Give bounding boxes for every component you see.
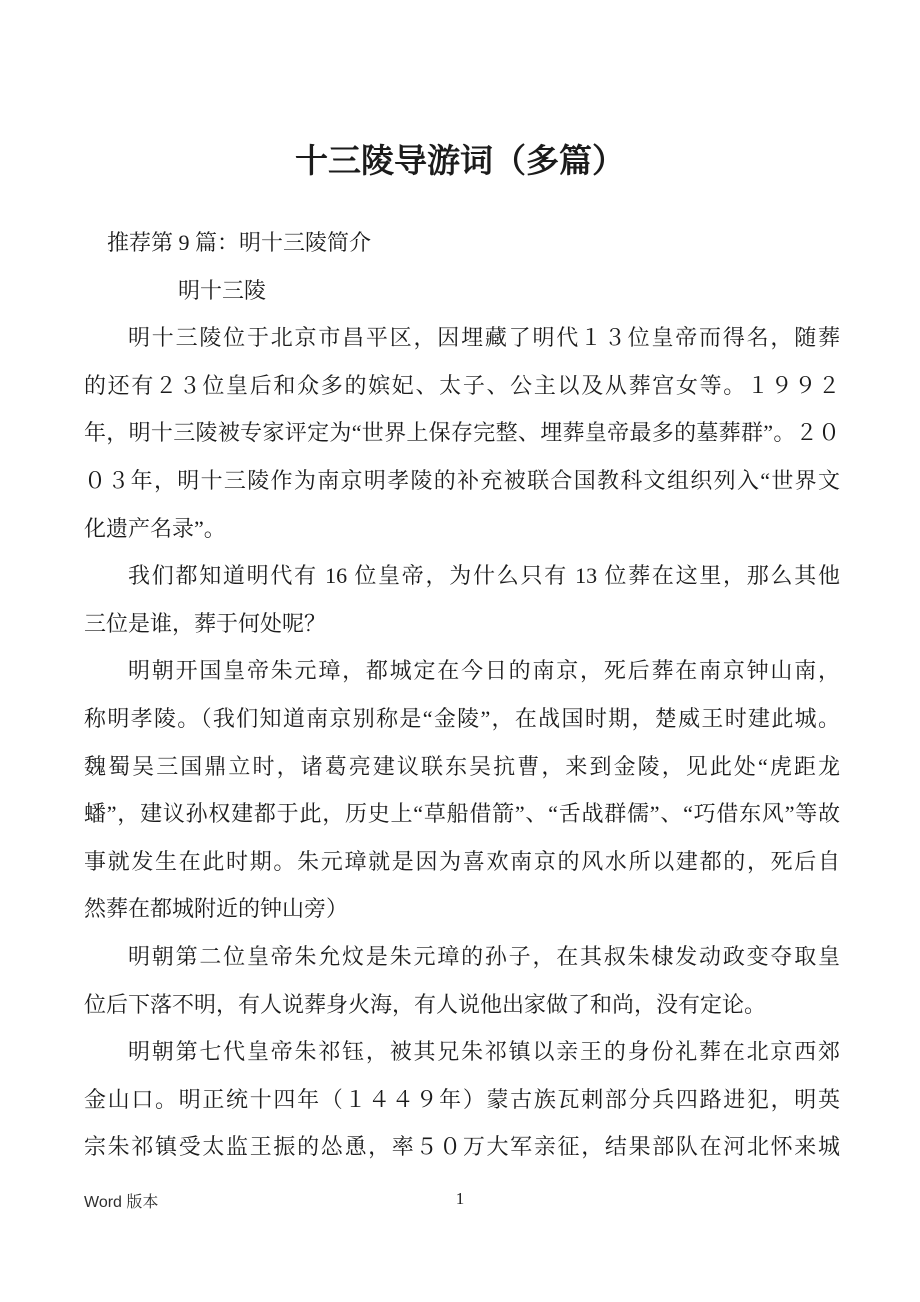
text-line: 明十三陵 [178, 277, 267, 303]
text-line: 称明孝陵。（我们知道南京别称是“金陵”，在战国时期，楚威王时建此城。 [84, 705, 840, 731]
text-line: 明十三陵位于北京市昌平区，因埋藏了明代１３位皇帝而得名，随葬 [128, 325, 840, 351]
document-title: 十三陵导游词（多篇） [295, 144, 625, 180]
text-line: 事就发生在此时期。朱元璋就是因为喜欢南京的风水所以建都的，死后自 [84, 848, 840, 874]
text-line: 明朝第七代皇帝朱祁钰，被其兄朱祁镇以亲王的身份礼葬在北京西郊 [128, 1039, 840, 1065]
text-line: 然葬在都城附近的钟山旁） [84, 896, 349, 922]
text-line: 宗朱祁镇受太监王振的怂恿，率５０万大军亲征，结果部队在河北怀来城 [84, 1134, 840, 1160]
text-line: 推荐第 9 篇：明十三陵简介 [107, 230, 372, 255]
text-line: 我们都知道明代有 16 位皇帝，为什么只有 13 位葬在这里，那么其他 [128, 563, 840, 589]
text-line: 年，明十三陵被专家评定为“世界上保存完整、埋葬皇帝最多的墓葬群”。２０ [84, 420, 840, 446]
text-line: 明朝第二位皇帝朱允炆是朱元璋的孙子，在其叔朱棣发动政变夺取皇 [128, 943, 840, 969]
text-line: 魏蜀吴三国鼎立时，诸葛亮建议联东吴抗曹，来到金陵，见此处“虎距龙 [84, 753, 840, 779]
page-number: 1 [455, 1189, 465, 1208]
text-line: 位后下落不明，有人说葬身火海，有人说他出家做了和尚，没有定论。 [84, 991, 767, 1017]
text-line: 蟠”，建议孙权建都于此，历史上“草船借箭”、“舌战群儒”、“巧借东风”等故 [84, 801, 840, 827]
text-line: 的还有２３位皇后和众多的嫔妃、太子、公主以及从葬宫女等。１９９２ [84, 372, 840, 398]
text-line: ０３年，明十三陵作为南京明孝陵的补充被联合国教科文组织列入“世界文 [84, 467, 840, 493]
text-line: 明朝开国皇帝朱元璋，都城定在今日的南京，死后葬在南京钟山南， [128, 658, 840, 684]
text-line: 金山口。明正统十四年（１４４９年）蒙古族瓦剌部分兵四路进犯，明英 [84, 1086, 840, 1112]
document-body [84, 219, 840, 1171]
text-line: 三位是谁，葬于何处呢？ [84, 610, 327, 636]
footer-version-label: Word 版本 [84, 1194, 159, 1211]
text-line: 化遗产名录”。 [84, 515, 226, 541]
